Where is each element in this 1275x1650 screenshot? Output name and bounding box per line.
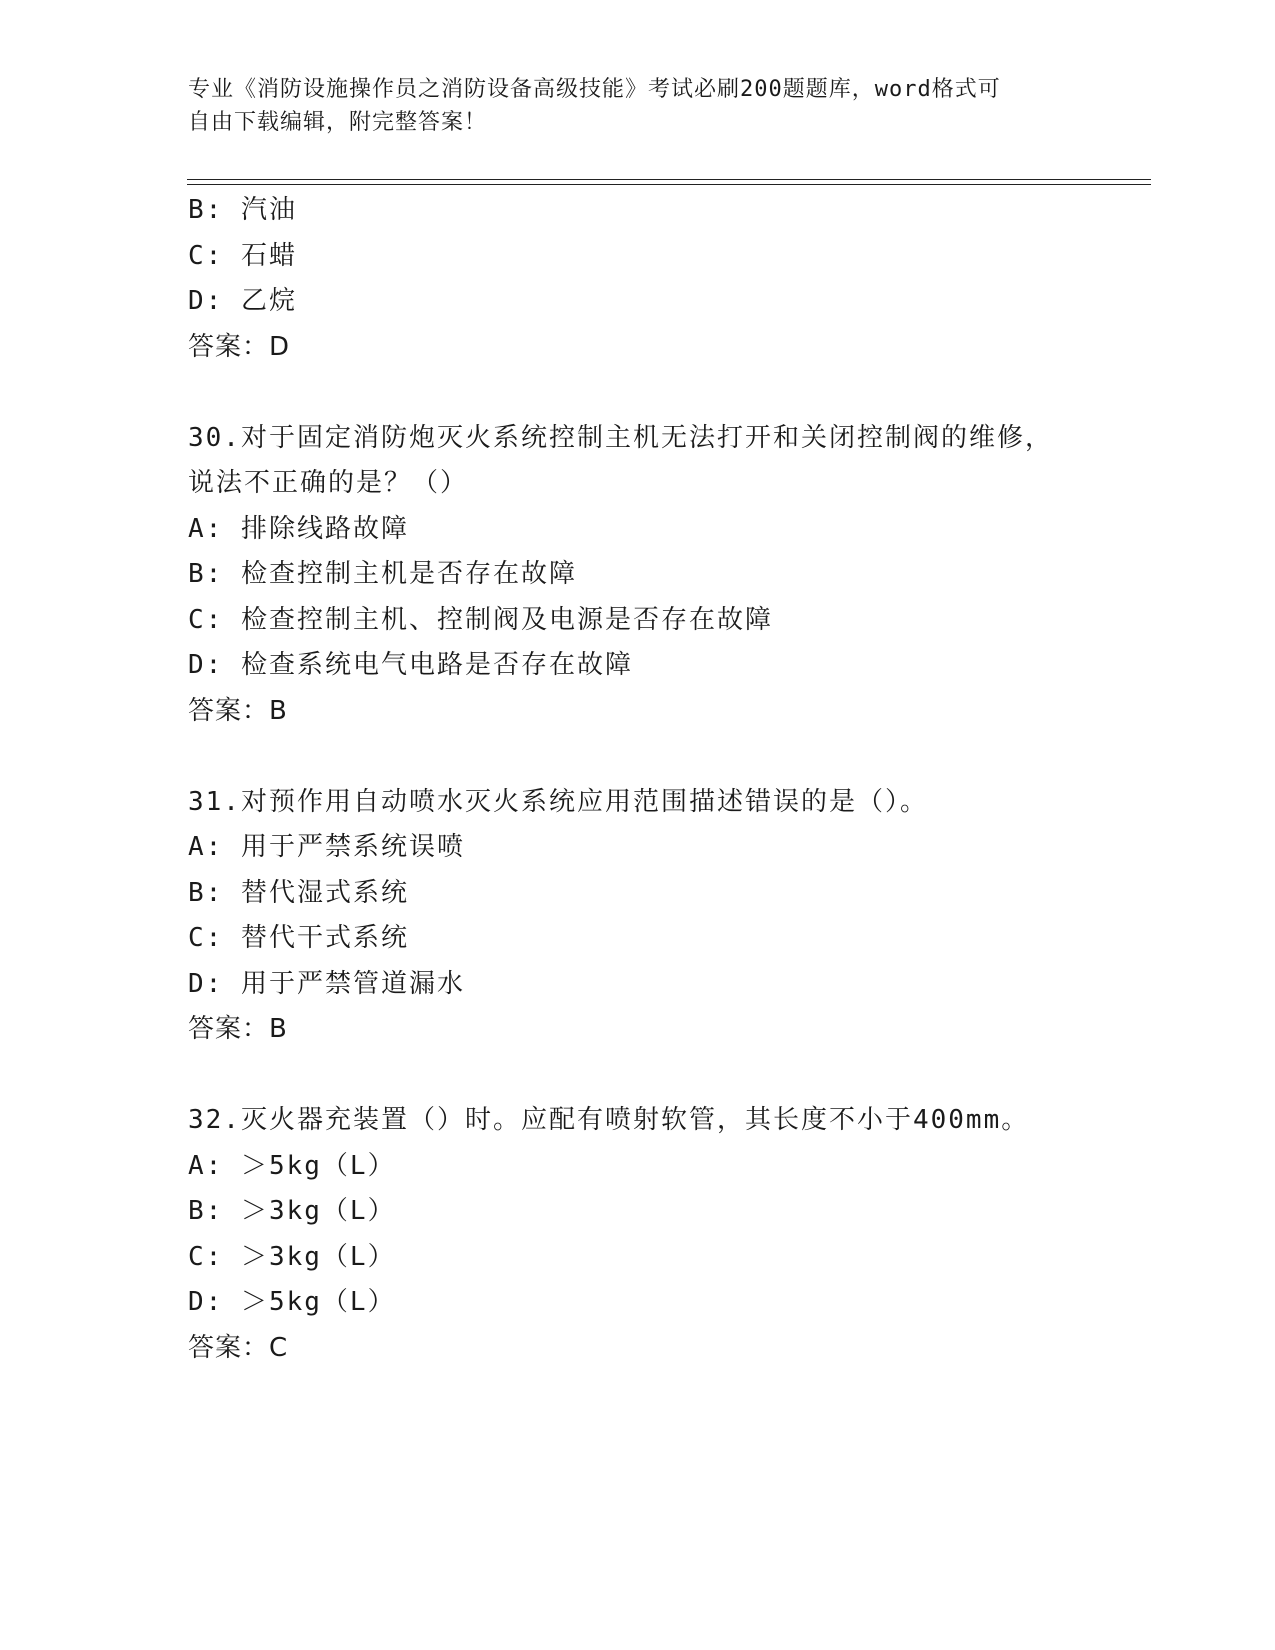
q29-option-c: C: 石蜡 (188, 240, 297, 271)
q32-option-c: C: ＞3kg（L） (188, 1241, 396, 1272)
q32-answer: 答案：C (188, 1332, 289, 1363)
q29-option-b: B: 汽油 (188, 195, 297, 225)
q32-option-a: A: ＞5kg（L） (188, 1150, 396, 1181)
header-title-line-1: 专业《消防设施操作员之消防设备高级技能》考试必刷200题题库，word格式可 (188, 77, 1001, 102)
spacer (188, 1053, 1148, 1099)
header-divider-top (187, 179, 1151, 180)
header-divider-bottom (187, 184, 1151, 185)
q30-option-c: C: 检查控制主机、控制阀及电源是否存在故障 (188, 604, 773, 635)
q29-option-d: D: 乙烷 (188, 286, 297, 316)
q31-stem-line-1: 31.对预作用自动喷水灭火系统应用范围描述错误的是（）。 (188, 786, 928, 817)
question-list (188, 188, 1148, 1371)
spacer (188, 734, 1148, 780)
q31-option-d: D: 用于严禁管道漏水 (188, 968, 465, 999)
spacer (188, 370, 1148, 416)
q30-stem-line-2: 说法不正确的是？（） (188, 468, 469, 498)
q30-answer: 答案：B (188, 695, 288, 726)
q30-option-b: B: 检查控制主机是否存在故障 (188, 559, 577, 589)
document-header (188, 73, 1088, 139)
q31-option-b: B: 替代湿式系统 (188, 877, 409, 908)
q32-stem-line-1: 32.灭火器充装置（）时。应配有喷射软管，其长度不小于400mm。 (188, 1105, 1030, 1135)
q32-option-b: B: ＞3kg（L） (188, 1196, 396, 1226)
q31-option-a: A: 用于严禁系统误喷 (188, 832, 465, 862)
header-title-line-2: 自由下载编辑，附完整答案！ (188, 110, 488, 135)
q30-option-d: D: 检查系统电气电路是否存在故障 (188, 650, 633, 680)
q30-option-a: A: 排除线路故障 (188, 513, 409, 544)
q29-answer: 答案：D (188, 331, 291, 362)
q30-stem-line-1: 30.对于固定消防炮灭火系统控制主机无法打开和关闭控制阀的维修， (188, 422, 1053, 453)
q31-answer: 答案：B (188, 1014, 288, 1044)
q32-option-d: D: ＞5kg（L） (188, 1287, 396, 1317)
q31-option-c: C: 替代干式系统 (188, 923, 409, 953)
